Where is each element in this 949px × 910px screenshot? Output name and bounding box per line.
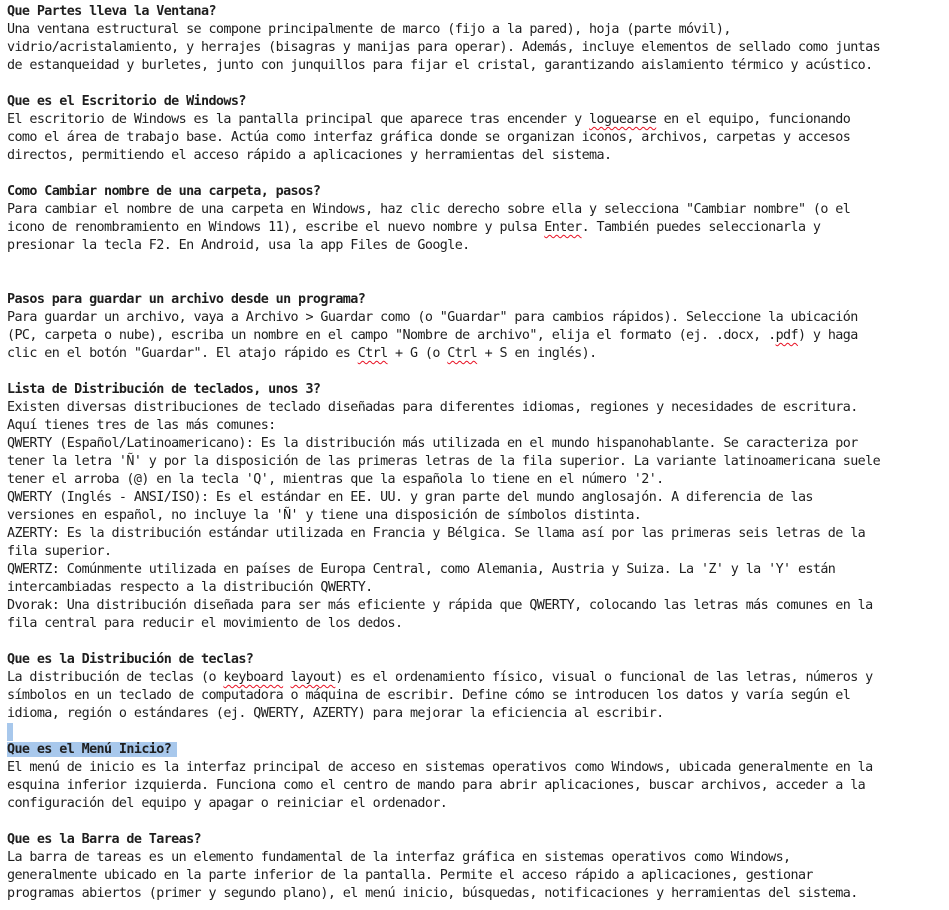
paragraph-line: AZERTY: Es la distribución estándar utilizada en Francia y Bélgica. Se llama así por las primeras seis letras de la — [7, 526, 866, 541]
paragraph-line: clic en el botón "Guardar". El atajo rápido es Ctrl + G (o Ctrl + S en inglés). — [7, 346, 597, 361]
spellcheck-word[interactable]: Ctrl — [357, 346, 388, 361]
spellcheck-word[interactable]: Ctrl — [447, 346, 478, 361]
section-heading — [7, 741, 880, 759]
paragraph-line: directos, permitiendo el acceso rápido a aplicaciones y herramientas del sistema. — [7, 148, 612, 163]
section-heading: Que Partes lleva la Ventana? — [7, 4, 216, 19]
paragraph-line: Aquí tienes tres de las más comunes: — [7, 418, 276, 433]
paragraph-line: Una ventana estructural se compone principalmente de marco (fijo a la pared), hoja (parte móvil), — [7, 22, 731, 37]
section-heading: Pasos para guardar un archivo desde un programa? — [7, 292, 366, 307]
section-heading: Que es la Distribución de teclas? — [7, 652, 254, 667]
paragraph-line: QWERTY (Español/Latinoamericano): Es la distribución más utilizada en el mundo hispanohablante. Se caracteriza por — [7, 436, 858, 451]
paragraph-line: La distribución de teclas (o keyboard layout) es el ordenamiento físico, visual o funcional de las letras, números y — [7, 670, 873, 685]
spellcheck-word[interactable]: loguearse — [589, 112, 657, 127]
spellcheck-word[interactable]: Enter — [544, 220, 582, 235]
blank-line — [7, 723, 880, 741]
spellcheck-word[interactable]: pdf — [775, 328, 798, 343]
spellcheck-word[interactable]: keyboard — [223, 670, 284, 685]
paragraph-line: esquina inferior izquierda. Funciona como el centro de mando para abrir aplicaciones, buscar archivos, acceder a la — [7, 778, 866, 793]
paragraph-line: Para guardar un archivo, vaya a Archivo > Guardar como (o "Guardar" para cambios rápidos). Seleccione la ubicación — [7, 310, 858, 325]
paragraph-line: Dvorak: Una distribución diseñada para ser más eficiente y rápida que QWERTY, colocando las letras más comunes en la — [7, 598, 873, 613]
paragraph-line: tener el arroba (@) en la tecla 'Q', mientras que la española lo tiene en el número '2'. — [7, 472, 664, 487]
paragraph-line: fila superior. — [7, 544, 112, 559]
blank-line — [7, 363, 880, 381]
section-heading: Que es la Barra de Tareas? — [7, 832, 202, 847]
paragraph-line: Existen diversas distribuciones de teclado diseñadas para diferentes idiomas, regiones y necesidades de escritura. — [7, 400, 858, 415]
selection-highlight — [7, 723, 13, 741]
blank-line — [7, 75, 880, 93]
section-heading: Como Cambiar nombre de una carpeta, pasos? — [7, 184, 321, 199]
blank-line — [7, 255, 880, 273]
paragraph-line: (PC, carpeta o nube), escriba un nombre en el campo "Nombre de archivo", elija el formato (ej. .docx, .pdf) y haga — [7, 328, 858, 343]
paragraph-line: configuración del equipo y apagar o reiniciar el ordenador. — [7, 796, 448, 811]
paragraph-line: programas abiertos (primer y segundo plano), el menú inicio, búsquedas, notificaciones y herramientas del sistema. — [7, 886, 858, 901]
blank-line — [7, 813, 880, 831]
paragraph-line: vidrio/acristalamiento, y herrajes (bisagras y manijas para operar). Además, incluye elementos de sellado como juntas — [7, 40, 881, 55]
blank-line — [7, 165, 880, 183]
paragraph-line: de estanqueidad y burletes, junto con junquillos para fijar el cristal, garantizando aislamiento térmico y acústico. — [7, 58, 873, 73]
paragraph-line: El menú de inicio es la interfaz principal de acceso en sistemas operativos como Windows, ubicada generalmente en la — [7, 760, 873, 775]
paragraph-line: icono de renombramiento en Windows 11), escribe el nuevo nombre y pulsa Enter. También puedes seleccionarla y — [7, 220, 821, 235]
blank-line — [7, 633, 880, 651]
paragraph-line: símbolos en un teclado de computadora o máquina de escribir. Define cómo se introducen los datos y varía según el — [7, 688, 851, 703]
paragraph-line: generalmente ubicado en la parte inferior de la pantalla. Permite el acceso rápido a aplicaciones, gestionar — [7, 868, 813, 883]
paragraph-line: Para cambiar el nombre de una carpeta en Windows, haz clic derecho sobre ella y selecciona "Cambiar nombre" (o el — [7, 202, 851, 217]
paragraph-line: fila central para reducir el movimiento de los dedos. — [7, 616, 403, 631]
paragraph-line: La barra de tareas es un elemento fundamental de la interfaz gráfica en sistemas operativos como Windows, — [7, 850, 791, 865]
paragraph-line: El escritorio de Windows es la pantalla principal que aparece tras encender y loguearse en el equipo, funcionando — [7, 112, 851, 127]
paragraph-line: idioma, región o estándares (ej. QWERTY, AZERTY) para mejorar la eficiencia al escribir. — [7, 706, 664, 721]
paragraph-line: como el área de trabajo base. Actúa como interfaz gráfica donde se organizan iconos, archivos, carpetas y accesos — [7, 130, 851, 145]
paragraph-line: QWERTZ: Comúnmente utilizada en países de Europa Central, como Alemania, Austria y Suiza. La 'Z' y la 'Y' están — [7, 562, 836, 577]
paragraph-line: intercambiadas respecto a la distribución QWERTY. — [7, 580, 373, 595]
paragraph-line: presionar la tecla F2. En Android, usa la app Files de Google. — [7, 238, 470, 253]
section-heading: Que es el Escritorio de Windows? — [7, 94, 246, 109]
paragraph-line: versiones en español, no incluye la 'Ñ' y tiene una disposición de símbolos distinta. — [7, 508, 642, 523]
paragraph-line: QWERTY (Inglés - ANSI/ISO): Es el estándar en EE. UU. y gran parte del mundo anglosajón. A diferencia de las — [7, 490, 813, 505]
selection-highlight: Que es el Menú Inicio? — [7, 742, 177, 757]
section-heading: Lista de Distribución de teclados, unos 3? — [7, 382, 321, 397]
spellcheck-word[interactable]: layout — [290, 670, 336, 685]
paragraph-line: tener la letra 'Ñ' y por la disposición de las primeras letras de la fila superior. La variante latinoamericana suele — [7, 454, 881, 469]
document-body — [7, 3, 880, 903]
blank-line — [7, 273, 880, 291]
